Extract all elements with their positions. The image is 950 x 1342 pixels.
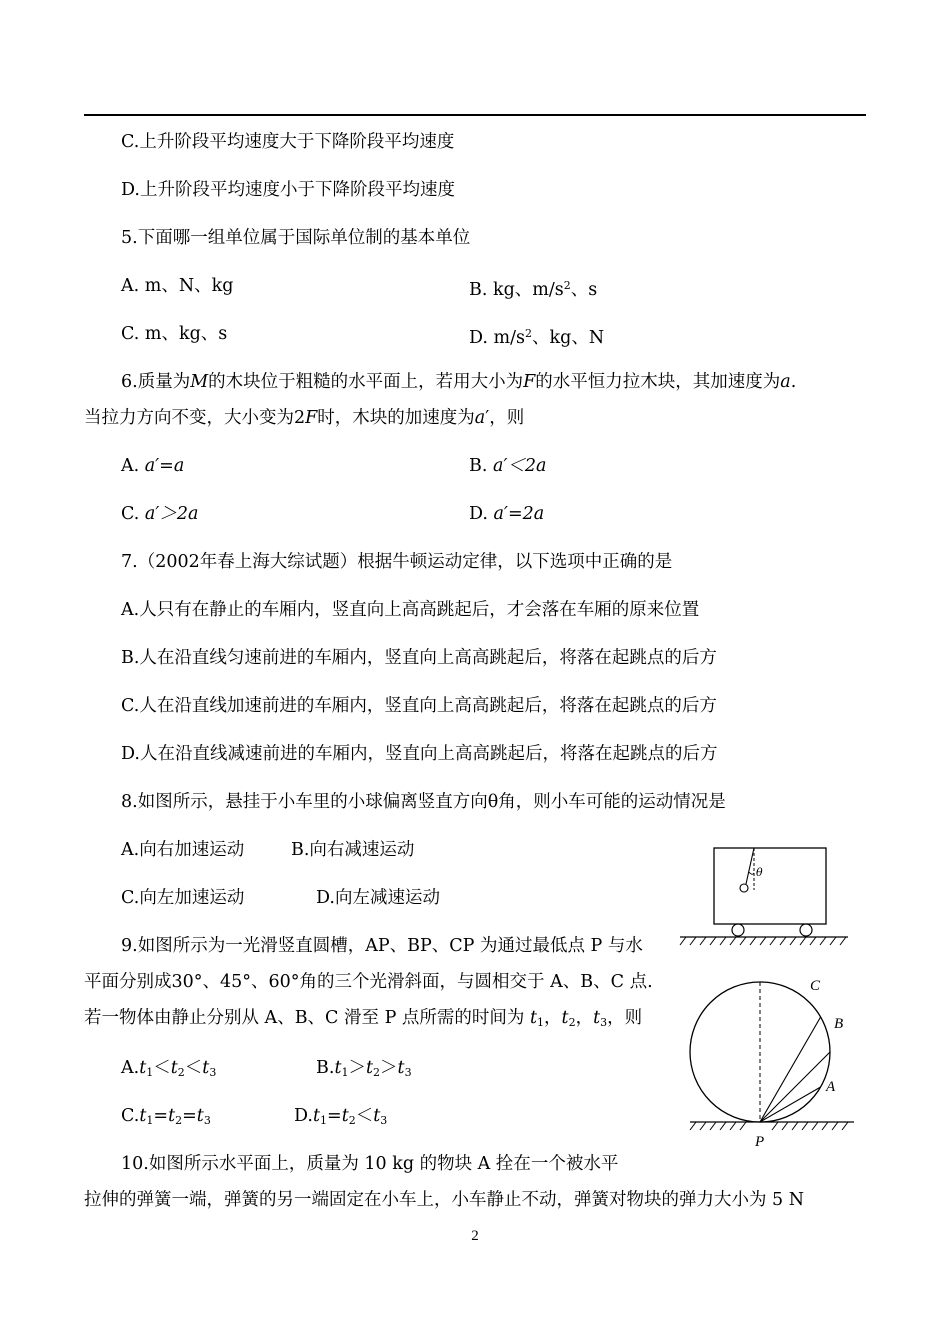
q6-option-a: A. a′=a — [121, 456, 185, 476]
label-p: P — [755, 1134, 765, 1150]
q5-option-a: A. m、N、kg — [121, 276, 234, 296]
label-b: B — [834, 1016, 844, 1032]
q4-option-c: C.上升阶段平均速度大于下降阶段平均速度 — [121, 132, 455, 152]
q8-option-d: D.向左减速运动 — [316, 888, 440, 908]
q8-option-a: A.向右加速运动 — [121, 840, 245, 860]
q7-option-b: B.人在沿直线匀速前进的车厢内，竖直向上高高跳起后，将落在起跳点的后方 — [121, 648, 717, 668]
q7-option-a: A.人只有在静止的车厢内，竖直向上高高跳起后，才会落在车厢的原来位置 — [121, 600, 700, 620]
q7-stem: 7.（2002年春上海大综试题）根据牛顿运动定律，以下选项中正确的是 — [121, 552, 673, 572]
q10-stem-line1: 10.如图所示水平面上，质量为 10 kg 的物块 A 拴在一个被水平 — [121, 1154, 619, 1174]
label-a: A — [826, 1079, 836, 1095]
theta-label: θ — [756, 866, 763, 879]
q5-option-c: C. m、kg、s — [121, 324, 228, 344]
q5-option-b: B. kg、$m/s^2$、s — [469, 279, 598, 300]
q10-stem-line2: 拉伸的弹簧一端，弹簧的另一端固定在小车上，小车静止不动，弹簧对物块的弹力大小为 5 N — [84, 1190, 805, 1210]
label-c: C — [810, 978, 821, 994]
q4-option-d: D.上升阶段平均速度小于下降阶段平均速度 — [121, 180, 455, 200]
q8-stem: 8.如图所示，悬挂于小车里的小球偏离竖直方向θ角，则小车可能的运动情况是 — [121, 792, 726, 812]
q9-stem-line3: 若一物体由静止分别从 A、B、C 滑至 P 点所需的时间为 $t_1$，$t_2$，$t_3$，则 — [84, 1008, 643, 1029]
q8-option-c: C.向左加速运动 — [121, 888, 245, 908]
q8-option-b: B.向右减速运动 — [291, 840, 415, 860]
q5-stem: 5.下面哪一组单位属于国际单位制的基本单位 — [121, 228, 471, 248]
q9-stem-line1: 9.如图所示为一光滑竖直圆槽，AP、BP、CP 为通过最低点 P 与水 — [121, 936, 643, 956]
q9-option-b: $B.t_1>t_2>t_3$ — [316, 1058, 412, 1079]
q6-stem-line1: 6.质量为M的木块位于粗糙的水平面上，若用大小为F的水平恒力拉木块，其加速度为a. — [121, 372, 797, 392]
circle-groove-figure — [682, 968, 862, 1152]
q9-option-a: $A.t_1<t_2<t_3$ — [121, 1058, 217, 1079]
q7-option-c: C.人在沿直线加速前进的车厢内，竖直向上高高跳起后，将落在起跳点的后方 — [121, 696, 717, 716]
cart-pendulum-figure — [676, 840, 856, 952]
q6-option-b: B. a′＜2a — [469, 456, 547, 476]
q5-option-d: D. $m/s^2$、kg、N — [469, 327, 605, 348]
header-rule — [84, 114, 866, 116]
q6-stem-line2: 当拉力方向不变，大小变为2F时，木块的加速度为a′，则 — [84, 408, 525, 428]
q9-stem-line2: 平面分别成30°、45°、60°角的三个光滑斜面，与圆相交于 A、B、C 点. — [84, 972, 653, 992]
q6-option-c: C. a′＞2a — [121, 504, 199, 524]
q9-option-d: $D.t_1=t_2<t_3$ — [294, 1106, 388, 1127]
page-number: 2 — [471, 1228, 479, 1244]
q7-option-d: D.人在沿直线减速前进的车厢内，竖直向上高高跳起后，将落在起跳点的后方 — [121, 744, 718, 764]
q9-option-c: $C.t_1=t_2=t_3$ — [121, 1106, 211, 1127]
q6-option-d: D. a′=2a — [469, 504, 545, 524]
